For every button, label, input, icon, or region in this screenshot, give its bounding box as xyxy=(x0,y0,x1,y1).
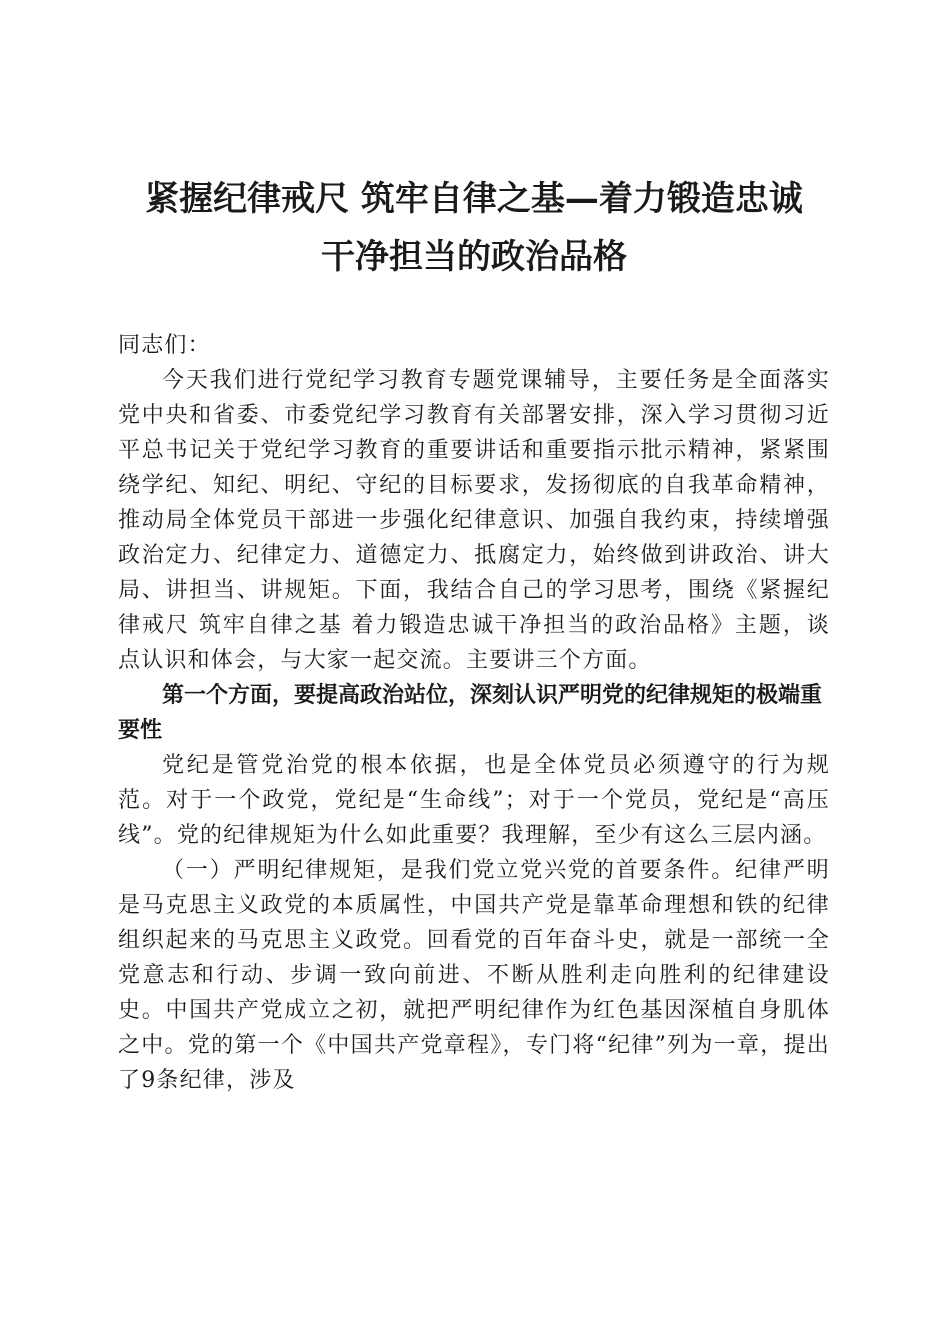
section-heading: 第一个方面，要提高政治站位，深刻认识严明党的纪律规矩的极端重要性 xyxy=(118,683,823,743)
title-line-2: 干净担当的政治品格 xyxy=(321,237,627,277)
intro-paragraph: 今天我们进行党纪学习教育专题党课辅导，主要任务是全面落实党中央和省委、市委党纪学习教育有关部署安排，深入学习贯彻习近平总书记关于党纪学习教育的重要讲话和重要指示批示精神，紧紧围绕学纪、知纪、明纪、守纪的目标要求，发扬彻底的自我革命精神，推动局全体党员干部进一步强化纪律意识、加强自我约束，持续增强政治定力、纪律定力、道德定力、抵腐定力，始终做到讲政治、讲大局、讲担当、讲规矩。下面，我结合自己的学习思考，围绕《紧握纪律戒尺 筑牢自律之基 着力锻造忠诚干净担当的政治品格》主题，谈点认识和体会，与大家一起交流。主要讲三个方面。 xyxy=(118,368,830,673)
document-title xyxy=(118,170,830,286)
document-body xyxy=(118,328,830,1098)
title-line-1: 紧握纪律戒尺 筑牢自律之基—着力锻造忠诚 xyxy=(145,179,803,219)
document-page xyxy=(118,170,830,1098)
section-paragraph: （一）严明纪律规矩，是我们党立党兴党的首要条件。纪律严明是马克思主义政党的本质属性，中国共产党是靠革命理想和铁的纪律组织起来的马克思主义政党。回看党的百年奋斗史，就是一部统一全党意志和行动、步调一致向前进、不断从胜利走向胜利的纪律建设史。中国共产党成立之初，就把严明纪律作为红色基因深植自身肌体之中。党的第一个《中国共产党章程》，专门将“纪律”列为一章，提出了9条纪律，涉及 xyxy=(118,858,830,1093)
section-paragraph: 党纪是管党治党的根本依据，也是全体党员必须遵守的行为规范。对于一个政党，党纪是“生命线”；对于一个党员，党纪是“高压线”。党的纪律规矩为什么如此重要？我理解，至少有这么三层内涵。 xyxy=(118,753,830,848)
salutation: 同志们： xyxy=(118,333,211,358)
